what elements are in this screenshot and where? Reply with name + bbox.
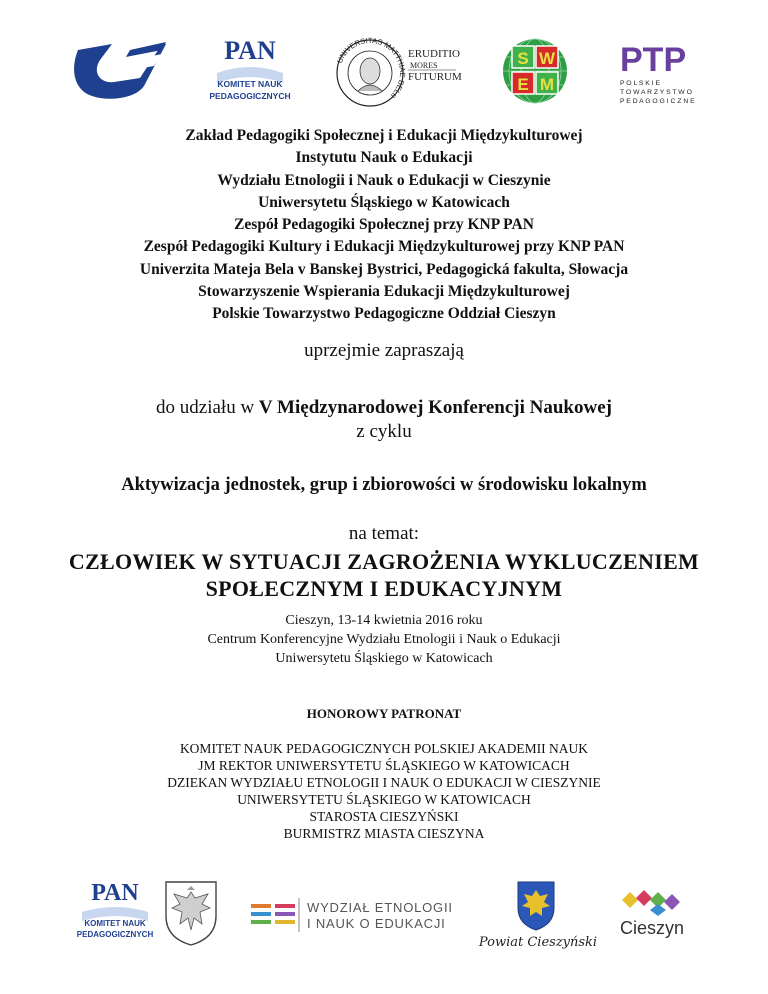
patronat-heading: HONOROWY PATRONAT (306, 706, 462, 721)
swem-logo (500, 35, 570, 107)
patron-line: STAROSTA CIESZYŃSKI (309, 809, 459, 824)
top-logo-row (0, 25, 768, 115)
event-date-place: Cieszyn, 13-14 kwietnia 2016 roku (285, 613, 483, 628)
event-info (0, 611, 768, 668)
umb-motto-1: ERUDITIO (408, 48, 460, 60)
patron-line: JM REKTOR UNIWERSYTETU ŚLĄSKIEGO W KATOWICACH (198, 758, 570, 773)
powiat-cieszynski-logo (478, 878, 602, 952)
conference-cycle: z cyklu (356, 421, 412, 442)
umb-motto-3: FUTURUM (408, 71, 462, 83)
us-university-logo (70, 40, 168, 102)
conference-prefix: do udziału w (156, 397, 259, 418)
ptp-line-3: P E D A G O G I C Z N E (620, 98, 695, 105)
patrons-list (0, 740, 768, 842)
patron-line: UNIWERSYTETU ŚLĄSKIEGO W KATOWICACH (237, 792, 531, 807)
ptp-line-2: T O W A R Z Y S T W O (620, 89, 692, 96)
wydzial-line-2: I NAUK O EDUKACJI (307, 916, 446, 931)
main-title-line: SPOŁECZNYM I EDUKACYJNYM (205, 576, 563, 601)
event-venue-university: Uniwersytetu Śląskiego w Katowicach (275, 651, 493, 666)
umb-seal-text: UNIVERSITAS MATTHIAE BELII (334, 35, 408, 101)
series-title: Aktywizacja jednostek, grup i zbiorowości w środowisku lokalnym (121, 475, 647, 495)
organizer-line: Instytutu Nauk o Edukacji (295, 149, 473, 167)
organizer-line: Stowarzyszenie Wspierania Edukacji Międzykulturowej (198, 283, 570, 301)
umb-motto-2: MORES (410, 61, 438, 70)
swem-letter-s: S (517, 49, 529, 68)
swem-letter-m: M (539, 75, 555, 94)
pan-logo-line2: PEDAGOGICZNYCH (209, 91, 291, 101)
pan-logo-line1: KOMITET NAUK (84, 919, 146, 928)
cieszyn-label: Cieszyn (619, 918, 685, 938)
invite-text: uprzejmie zapraszają (304, 340, 464, 361)
patron-line: KOMITET NAUK PEDAGOGICZNYCH POLSKIEJ AKADEMII NAUK (179, 741, 589, 756)
event-venue: Centrum Konferencyjne Wydziału Etnologii i Nauk o Edukacji (207, 632, 561, 647)
wydzial-etnologii-logo (247, 892, 467, 942)
pan-knp-logo (205, 33, 295, 105)
ptp-mark: PTP (620, 41, 687, 79)
bottom-logo-row (0, 870, 768, 950)
patron-line: BURMISTRZ MIASTA CIESZYNA (283, 826, 485, 841)
cieszyn-city-logo (612, 888, 696, 944)
umb-university-seal (330, 33, 480, 109)
topic-label: na temat: (348, 523, 420, 544)
pan-logo-line1: KOMITET NAUK (217, 79, 283, 89)
patron-line: DZIEKAN WYDZIAŁU ETNOLOGII I NAUK O EDUKACJI W CIESZYNIE (167, 775, 601, 790)
organizer-line: Zespół Pedagogiki Kultury i Edukacji Międzykulturowej przy KNP PAN (143, 238, 625, 256)
eagle-shield-emblem (162, 878, 220, 948)
main-title-line: CZŁOWIEK W SYTUACJI ZAGROŻENIA WYKLUCZENIEM (68, 549, 700, 574)
wydzial-line-1: WYDZIAŁ ETNOLOGII (307, 900, 453, 915)
swem-letter-w: W (538, 49, 556, 68)
pan-logo-title: PAN (91, 880, 139, 906)
organizers-list (0, 125, 768, 326)
pan-logo-line2: PEDAGOGICZNYCH (76, 930, 154, 939)
swem-letter-e: E (517, 75, 529, 94)
conference-block (0, 396, 768, 444)
organizer-line: Univerzita Mateja Bela v Banskej Bystrici, Pedagogická fakulta, Słowacja (139, 260, 629, 278)
pan-logo-title: PAN (224, 36, 276, 65)
conference-name: V Międzynarodowej Konferencji Naukowej (258, 397, 612, 418)
organizer-line: Uniwersytetu Śląskiego w Katowicach (258, 193, 510, 211)
organizer-line: Zespół Pedagogiki Społecznej przy KNP PAN (234, 216, 534, 234)
ptp-logo (606, 37, 706, 109)
ptp-line-1: P O L S K I E (620, 80, 661, 87)
powiat-label: Powiat Cieszyński (478, 935, 598, 950)
organizer-line: Wydziału Etnologii i Nauk o Edukacji w Cieszynie (217, 171, 551, 189)
main-title (0, 548, 768, 602)
pan-knp-logo-bottom (70, 876, 160, 942)
organizer-line: Zakład Pedagogiki Społecznej i Edukacji Międzykulturowej (185, 127, 583, 144)
organizer-line: Polskie Towarzystwo Pedagogiczne Oddział Cieszyn (212, 305, 556, 323)
